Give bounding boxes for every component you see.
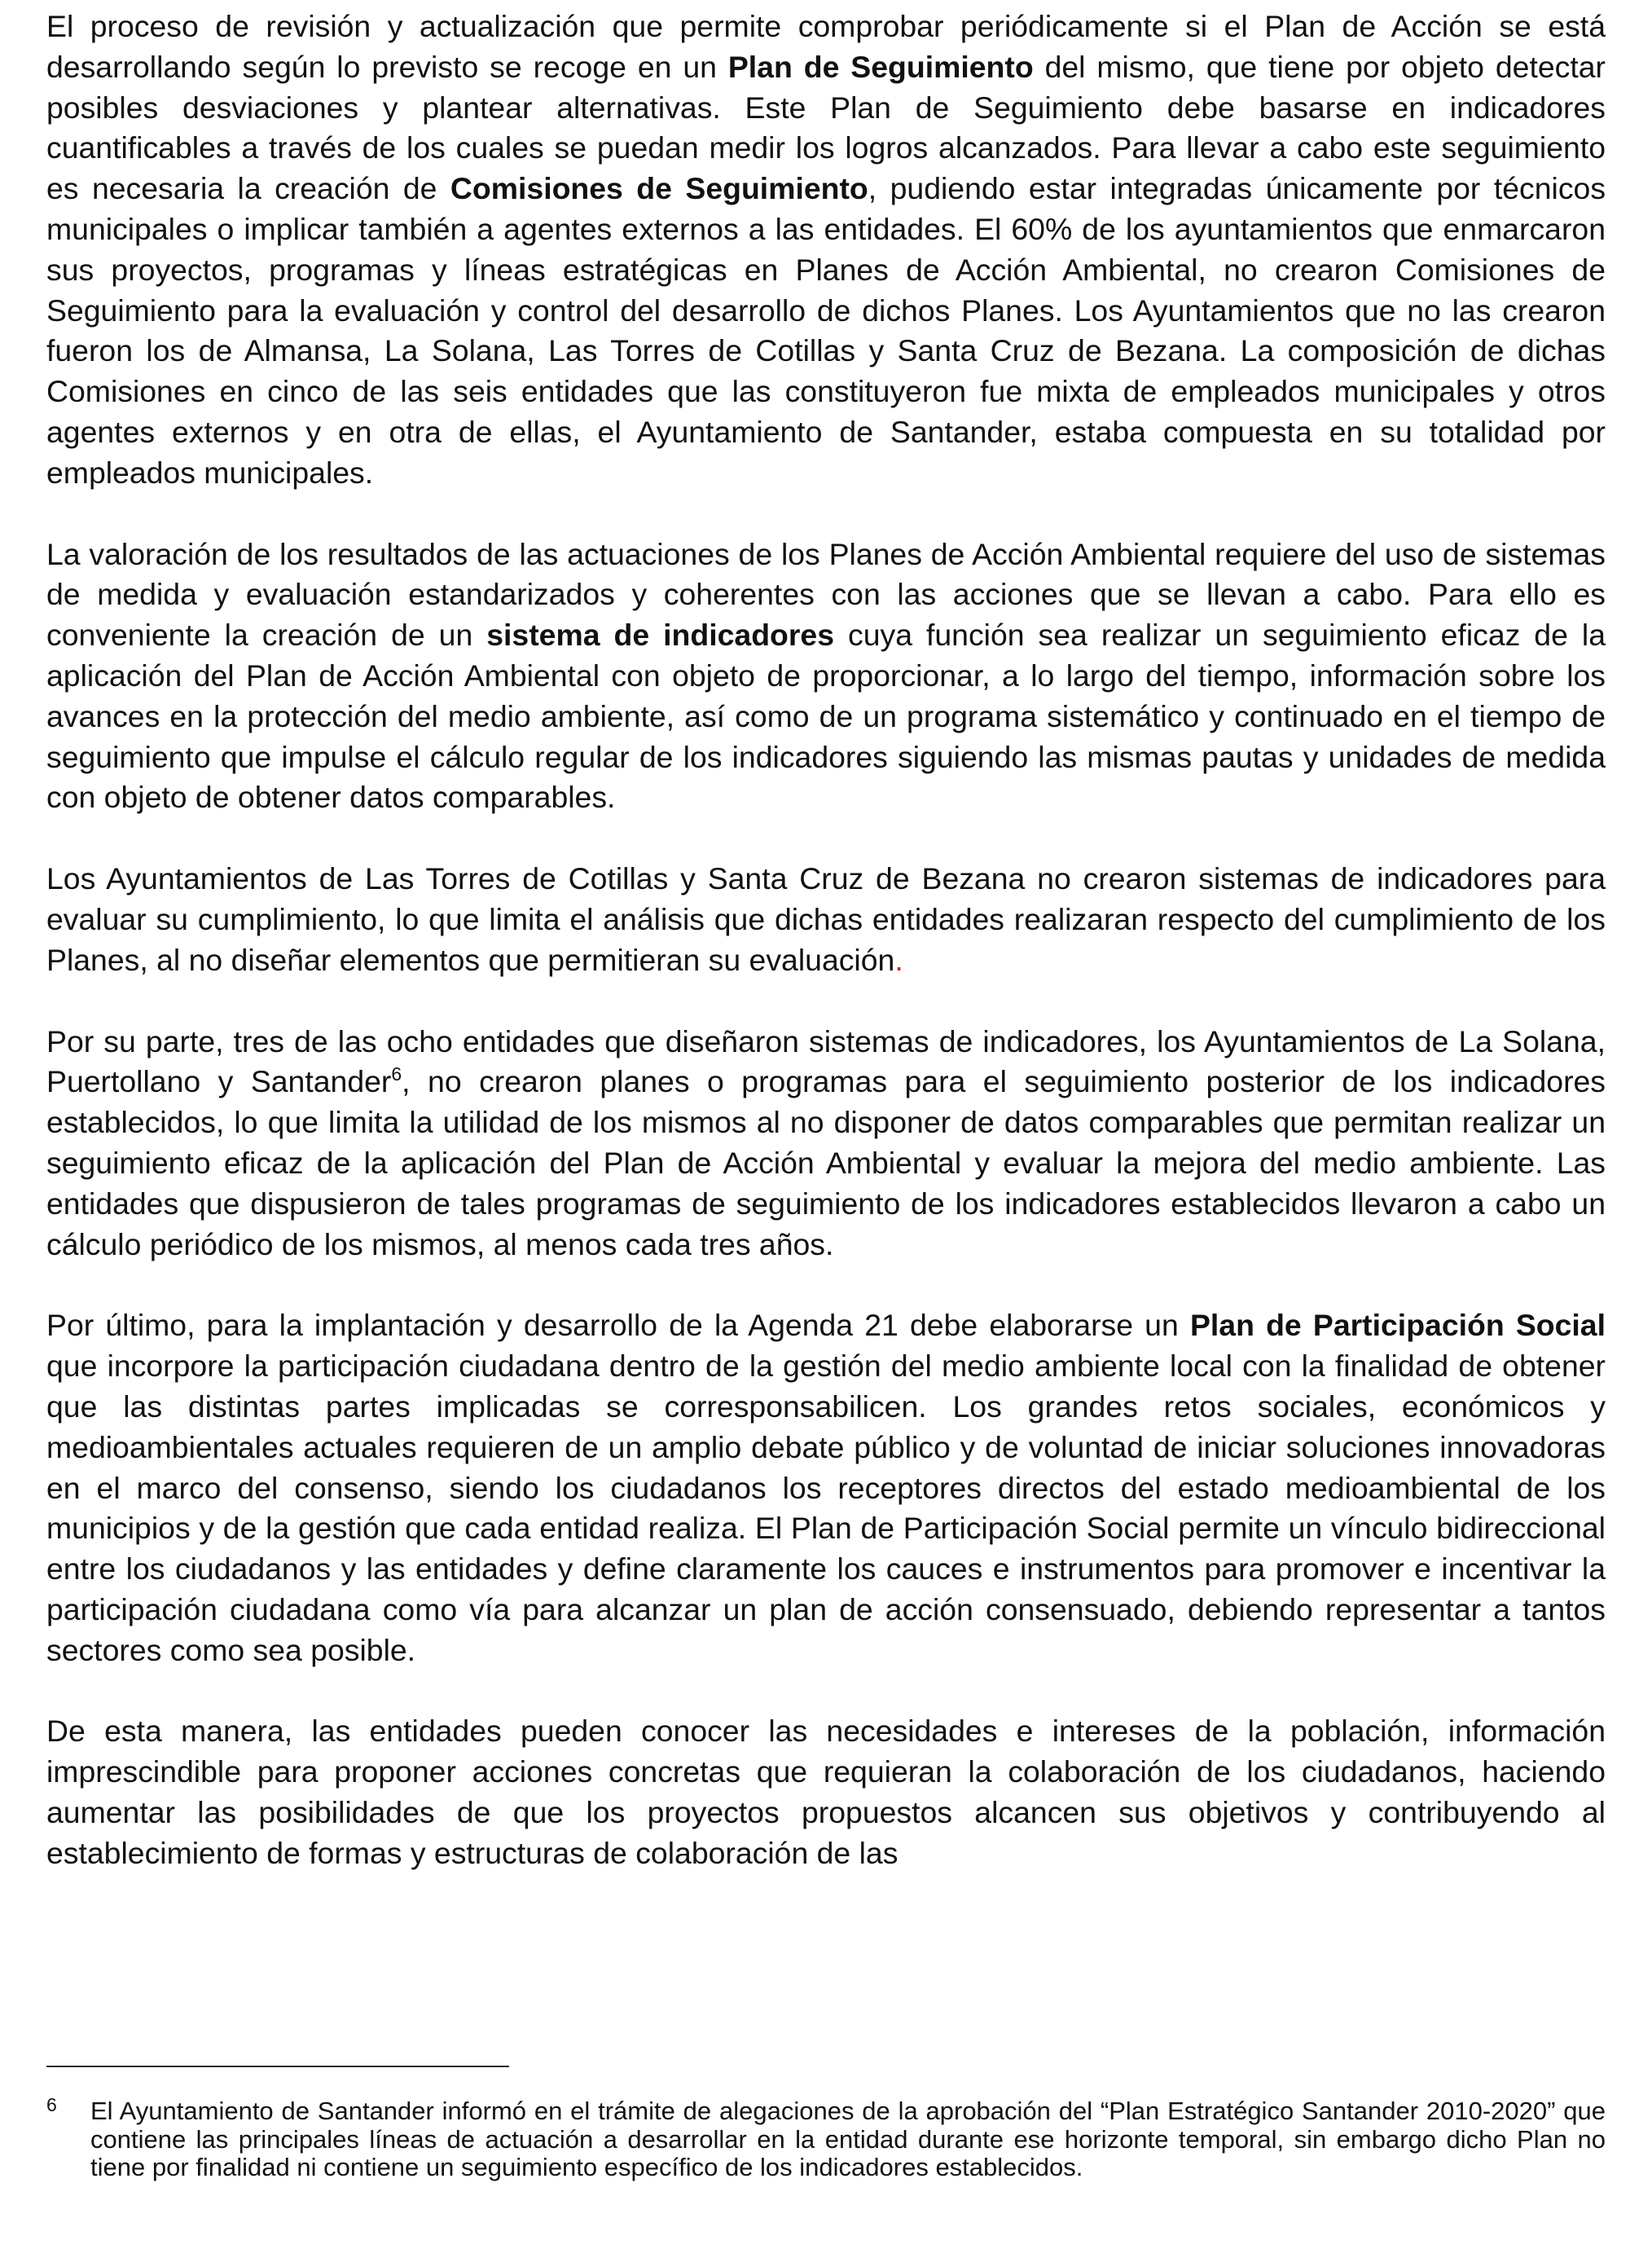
document-body	[46, 7, 1606, 1915]
red-period: .	[894, 942, 903, 977]
paragraph-sistema-indicadores	[46, 535, 1606, 819]
bold-term-plan-participacion-social: Plan de Participación Social	[1189, 1308, 1606, 1343]
footnote-reference[interactable]: 6	[391, 1063, 402, 1085]
text-run: cuya función sea realizar un seguimiento eficaz de la aplicación del Plan de Acción Ambiental con objeto de proporcionar, a lo largo del tiempo, información sobre los avances en la protección del medio ambiente, así como de un programa sistemático y continuado en el tiempo de seguimiento que impulse el cálculo regular de los indicadores siguiendo las mismas pautas y unidades de medida con objeto de obtener datos comparables.	[46, 618, 1606, 815]
footnote-separator	[46, 2066, 509, 2067]
paragraph-plan-seguimiento	[46, 7, 1606, 494]
bold-term-plan-seguimiento: Plan de Seguimiento	[727, 49, 1034, 84]
bold-term-comisiones-seguimiento: Comisiones de Seguimiento	[450, 171, 868, 206]
text-run: Por último, para la implantación y desarrollo de la Agenda 21 debe elaborarse un	[46, 1308, 1190, 1343]
text-run: del mismo, que tiene por objeto detectar posibles desviaciones y plantear alternativas. Este Plan de Seguimiento debe basarse en indicadores cuantificables a través de los cuales se puedan medir los logros alcanzados. Para llevar a cabo este seguimiento es necesaria la creación de	[46, 49, 1606, 206]
paragraph-sin-indicadores	[46, 859, 1606, 980]
paragraph-seguimiento-indicadores	[46, 1022, 1606, 1265]
paragraph-necesidades-poblacion	[46, 1711, 1606, 1873]
text-run: , no crearon planes o programas para el seguimiento posterior de los indicadores establecidos, lo que limita la utilidad de los mismos al no disponer de datos comparables que permitan realizar un seguimiento eficaz de la aplicación del Plan de Acción Ambiental y evaluar la mejora del medio ambiente. Las entidades que dispusieron de tales programas de seguimiento de los indicadores establecidos llevaron a cabo un cálculo periódico de los mismos, al menos cada tres años.	[46, 1064, 1606, 1261]
text-run: El proceso de revisión y actualización que permite comprobar periódicamente si el Plan de Acción se está desarrollando según lo previsto se recoge en un	[46, 9, 1606, 84]
footnote-number: 6	[46, 2094, 57, 2115]
bold-term-sistema-indicadores: sistema de indicadores	[486, 618, 835, 653]
text-run: que incorpore la participación ciudadana dentro de la gestión del medio ambiente local con la finalidad de obtener que las distintas partes implicadas se corresponsabilicen. Los grandes retos sociales, económicos y medioambientales actuales requieren de un amplio debate público y de voluntad de iniciar soluciones innovadoras en el marco del consenso, siendo los ciudadanos los receptores directos del estado medioambiental de los municipios y de la gestión que cada entidad realiza. El Plan de Participación Social permite un vínculo bidireccional entre los ciudadanos y las entidades y define claramente los cauces e instrumentos para promover e incentivar la participación ciudadana como vía para alcanzar un plan de acción consensuado, debiendo representar a tantos sectores como sea posible.	[46, 1349, 1606, 1667]
text-run: De esta manera, las entidades pueden conocer las necesidades e intereses de la población, información imprescindible para proponer acciones concretas que requieran la colaboración de los ciudadanos, haciendo aumentar las posibilidades de que los proyectos propuestos alcancen sus objetivos y contribuyendo al establecimiento de formas y estructuras de colaboración de las	[46, 1714, 1606, 1870]
text-run: La valoración de los resultados de las actuaciones de los Planes de Acción Ambiental requiere del uso de sistemas de medida y evaluación estandarizados y coherentes con las acciones que se llevan a cabo. Para ello es conveniente la creación de un	[46, 536, 1606, 653]
footnote-text: El Ayuntamiento de Santander informó en el trámite de alegaciones de la aprobación del “Plan Estratégico Santander 2010-2020” que contiene las principales líneas de actuación a desarrollar en la entidad durante ese horizonte temporal, sin embargo dicho Plan no tiene por finalidad ni contiene un seguimiento específico de los indicadores establecidos.	[90, 2097, 1606, 2182]
footnote	[46, 2094, 1606, 2182]
text-run: Por su parte, tres de las ocho entidades que diseñaron sistemas de indicadores, los Ayuntamientos de La Solana, Puertollano y Santander	[46, 1023, 1606, 1099]
text-run: , pudiendo estar integradas únicamente por técnicos municipales o implicar también a agentes externos a las entidades. El 60% de los ayuntamientos que enmarcaron sus proyectos, programas y líneas estratégicas en Planes de Acción Ambiental, no crearon Comisiones de Seguimiento para la evaluación y control del desarrollo de dichos Planes. Los Ayuntamientos que no las crearon fueron los de Almansa, La Solana, Las Torres de Cotillas y Santa Cruz de Bezana. La composición de dichas Comisiones en cinco de las seis entidades que las constituyeron fue mixta de empleados municipales y otros agentes externos y en otra de ellas, el Ayuntamiento de Santander, estaba compuesta en su totalidad por empleados municipales.	[46, 171, 1606, 490]
text-run: Los Ayuntamientos de Las Torres de Cotillas y Santa Cruz de Bezana no crearon sistemas de indicadores para evaluar su cumplimiento, lo que limita el análisis que dichas entidades realizaran respecto del cumplimiento de los Planes, al no diseñar elementos que permitieran su evaluación	[46, 861, 1606, 977]
paragraph-participacion-social	[46, 1305, 1606, 1670]
